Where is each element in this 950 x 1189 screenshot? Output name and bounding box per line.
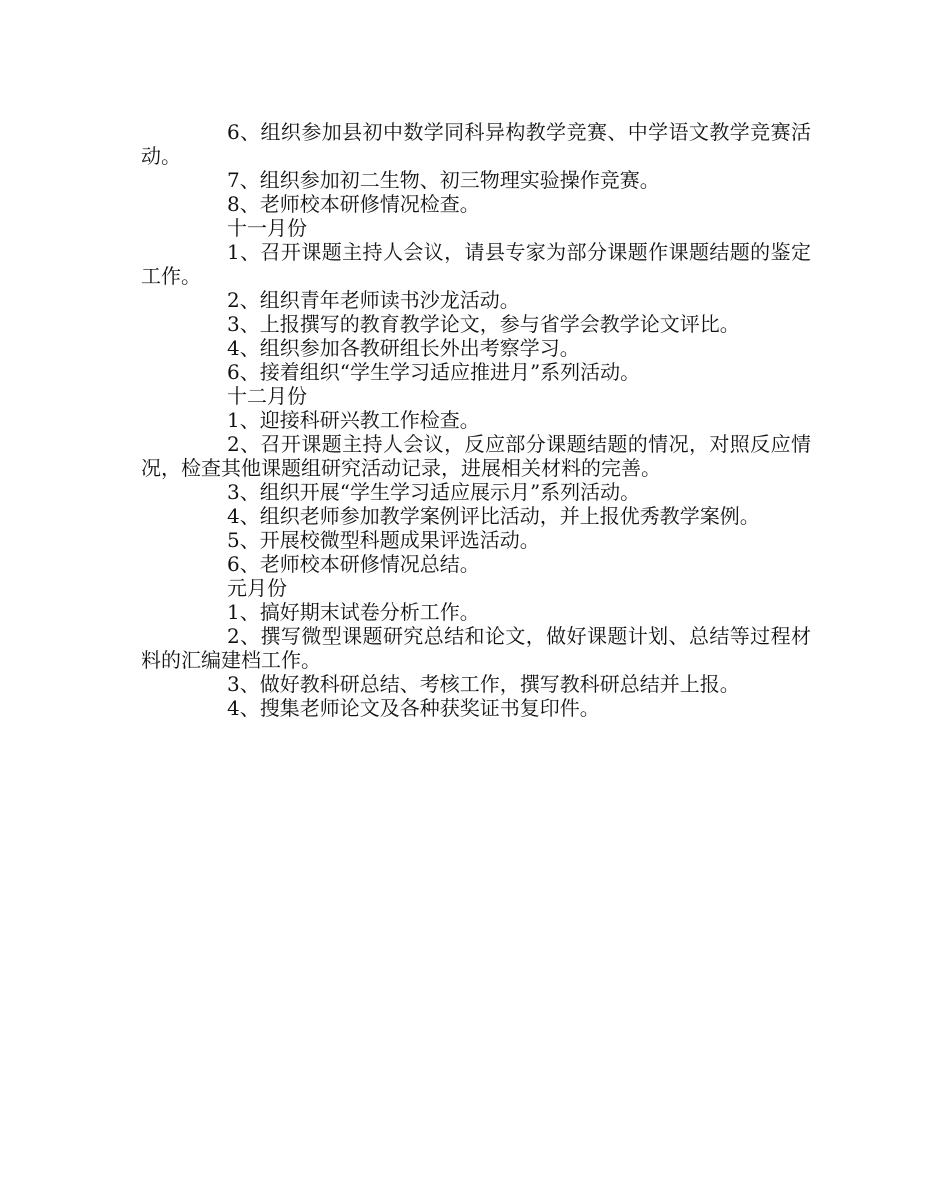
item-paragraph: 8、老师校本研修情况检查。 bbox=[227, 192, 480, 216]
item-paragraph: 5、开展校微型科题成果评选活动。 bbox=[227, 528, 540, 552]
month-heading-january: 元月份 bbox=[227, 576, 287, 600]
item-paragraph: 6、组织参加县初中数学同科异构教学竞赛、中学语文教学竞赛活动。 bbox=[141, 120, 811, 168]
item-paragraph: 2、组织青年老师读书沙龙活动。 bbox=[227, 288, 520, 312]
month-heading-december: 十二月份 bbox=[227, 384, 307, 408]
item-paragraph: 6、接着组织“学生学习适应推进月”系列活动。 bbox=[227, 360, 641, 384]
item-paragraph: 4、组织老师参加教学案例评比活动，并上报优秀教学案例。 bbox=[227, 504, 760, 528]
item-paragraph: 1、召开课题主持人会议，请县专家为部分课题作课题结题的鉴定工作。 bbox=[141, 240, 811, 288]
item-paragraph: 1、迎接科研兴教工作检查。 bbox=[227, 408, 480, 432]
item-paragraph: 2、撰写微型课题研究总结和论文，做好课题计划、总结等过程材料的汇编建档工作。 bbox=[141, 624, 811, 672]
item-paragraph: 3、做好教科研总结、考核工作，撰写教科研总结并上报。 bbox=[227, 672, 740, 696]
item-paragraph: 6、老师校本研修情况总结。 bbox=[227, 552, 480, 576]
document-page bbox=[141, 120, 811, 720]
item-paragraph: 1、搞好期末试卷分析工作。 bbox=[227, 600, 480, 624]
item-paragraph: 7、组织参加初二生物、初三物理实验操作竞赛。 bbox=[227, 168, 660, 192]
item-paragraph: 3、上报撰写的教育教学论文，参与省学会教学论文评比。 bbox=[227, 312, 740, 336]
item-paragraph: 4、搜集老师论文及各种获奖证书复印件。 bbox=[227, 696, 600, 720]
item-paragraph: 3、组织开展“学生学习适应展示月”系列活动。 bbox=[227, 480, 641, 504]
month-heading-november: 十一月份 bbox=[227, 216, 307, 240]
item-paragraph: 2、召开课题主持人会议，反应部分课题结题的情况，对照反应情况，检查其他课题组研究活动记录，进展相关材料的完善。 bbox=[141, 432, 811, 480]
item-paragraph: 4、组织参加各教研组长外出考察学习。 bbox=[227, 336, 580, 360]
